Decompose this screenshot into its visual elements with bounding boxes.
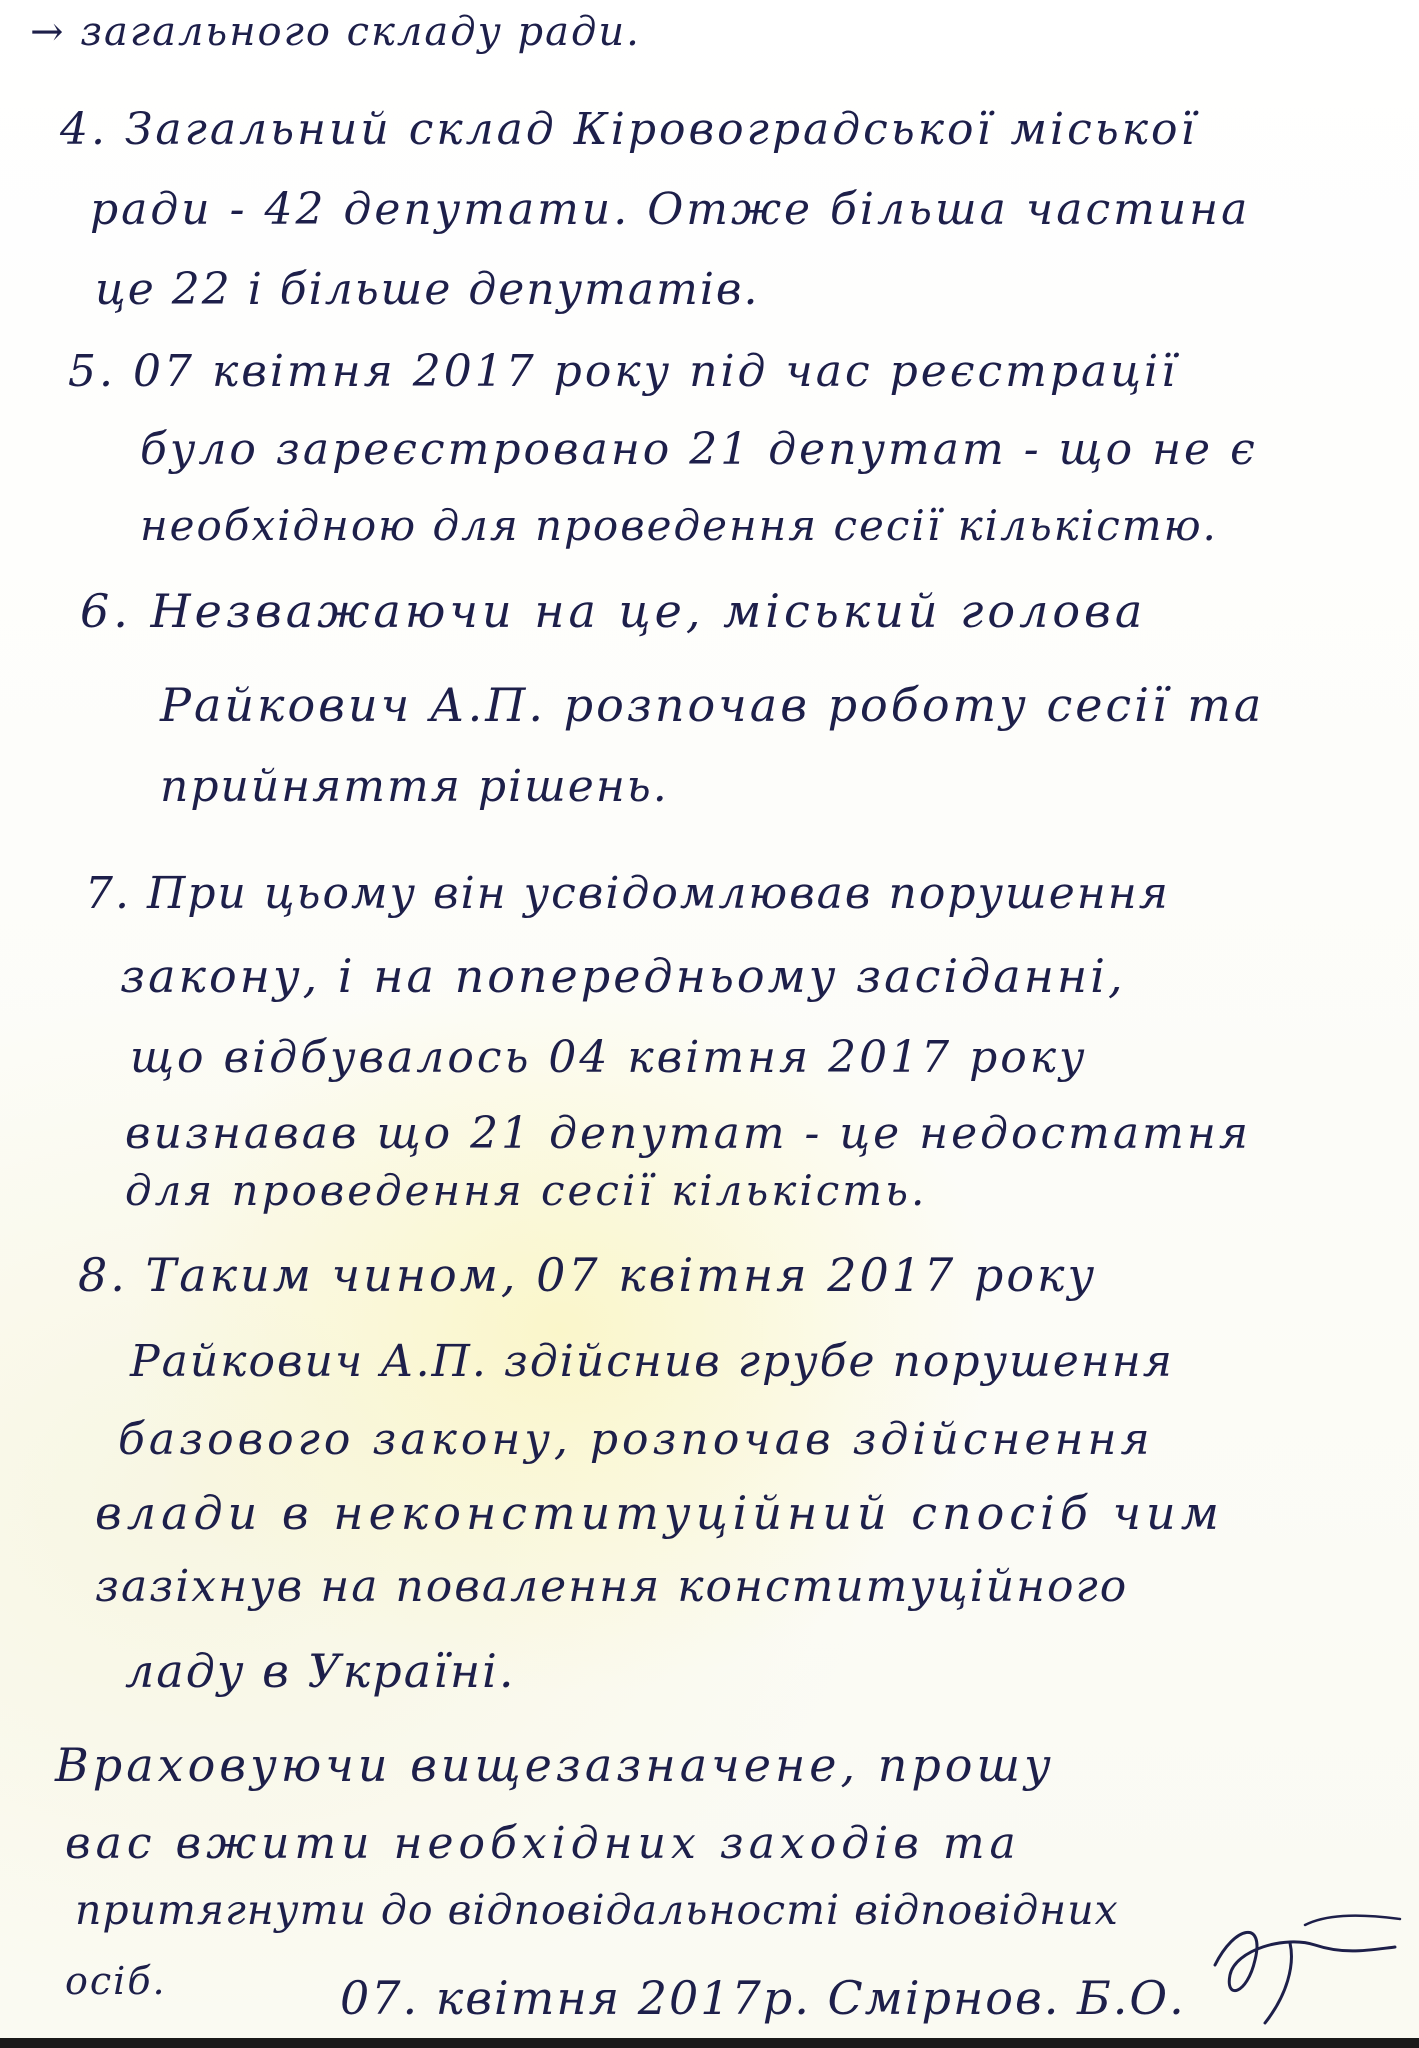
text-line: було зареєстровано 21 депутат - що не є (140, 424, 1258, 475)
text-line: Враховуючи вищезазначене, прошу (55, 1738, 1055, 1792)
text-line: закону, і на попередньому засіданні, (120, 949, 1126, 1003)
text-line: прийняття рішень. (160, 761, 669, 812)
text-line: притягнути до відповідальності відповідних (75, 1886, 1119, 1934)
text-line: це 22 і більше депутатів. (95, 264, 760, 315)
text-line: осіб. (65, 1959, 167, 2003)
text-line: необхідною для проведення сесії кількістю. (140, 501, 1218, 550)
scan-edge (0, 2038, 1419, 2048)
text-line: базового закону, розпочав здійснення (118, 1414, 1154, 1465)
text-line: що відбувалось 04 квітня 2017 року (130, 1032, 1088, 1083)
text-line: зазіхнув на повалення конституційного (95, 1561, 1129, 1612)
text-line: ради - 42 депутати. Отже більша частина (90, 184, 1251, 235)
text-line: для проведення сесії кількість. (125, 1166, 928, 1215)
signature-scribble (1195, 1905, 1405, 2030)
text-line: Райкович А.П. здійснив грубе порушення (130, 1336, 1174, 1387)
text-line: 5. 07 квітня 2017 року під час реєстрації (68, 346, 1179, 397)
text-line: 7. При цьому він усвідомлював порушення (85, 868, 1170, 919)
text-line: 6. Незважаючи на це, міський голова (80, 584, 1147, 638)
text-line: влади в неконституційний спосіб чим (95, 1486, 1224, 1540)
text-line: Райкович А.П. розпочав роботу сесії та (160, 678, 1265, 732)
text-line: вас вжити необхідних заходів та (65, 1818, 1021, 1869)
text-line: → загального складу ради. (30, 9, 641, 55)
text-line: 4. Загальний склад Кіровоградської міської (60, 104, 1198, 155)
text-line: визнавав що 21 депутат - це недостатня (125, 1108, 1251, 1159)
date-signature-line: 07. квітня 2017р. Смірнов. Б.О. (340, 1971, 1186, 2025)
text-line: ладу в Україні. (125, 1644, 516, 1698)
text-line: 8. Таким чином, 07 квітня 2017 року (78, 1248, 1098, 1302)
